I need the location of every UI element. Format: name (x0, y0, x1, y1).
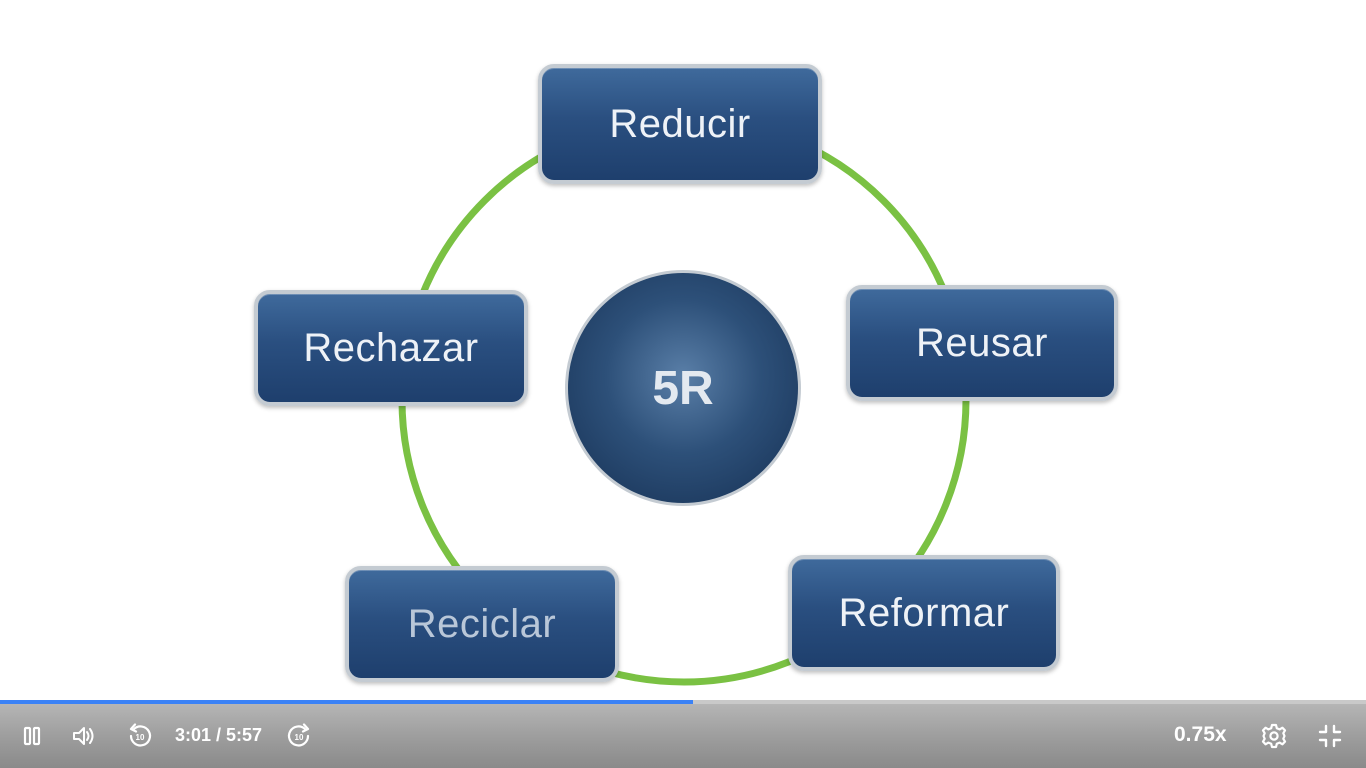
node-reciclar (345, 566, 619, 682)
pause-icon (22, 726, 42, 746)
node-reducir (538, 64, 822, 184)
node-label: Reusar (916, 320, 1048, 365)
exit-fullscreen-icon (1318, 724, 1342, 748)
volume-icon (72, 725, 96, 747)
settings-icon (1261, 723, 1287, 749)
forward-10-icon (286, 723, 312, 749)
forward-10-button[interactable] (281, 718, 317, 754)
playback-speed-button[interactable]: 0.75x (1174, 723, 1227, 746)
pause-button[interactable] (14, 718, 50, 754)
svg-text:10: 10 (135, 733, 145, 742)
node-rechazar (254, 290, 528, 406)
node-label: Reducir (609, 101, 751, 146)
volume-button[interactable] (66, 718, 102, 754)
exit-fullscreen-button[interactable] (1312, 718, 1348, 754)
settings-button[interactable] (1256, 718, 1292, 754)
svg-text:10: 10 (294, 733, 304, 742)
center-circle (565, 270, 801, 506)
progress-bar[interactable] (0, 700, 1366, 704)
rewind-10-button[interactable] (122, 718, 158, 754)
node-label: Rechazar (303, 325, 479, 370)
rewind-10-icon (127, 723, 153, 749)
node-label: Reciclar (407, 601, 557, 646)
node-label: Reformar (838, 590, 1010, 635)
node-reusar (846, 285, 1118, 401)
node-reformar (788, 555, 1060, 671)
time-display: 3:01 / 5:57 (175, 725, 263, 745)
progress-fill (0, 700, 693, 704)
center-label: 5R (652, 361, 714, 415)
